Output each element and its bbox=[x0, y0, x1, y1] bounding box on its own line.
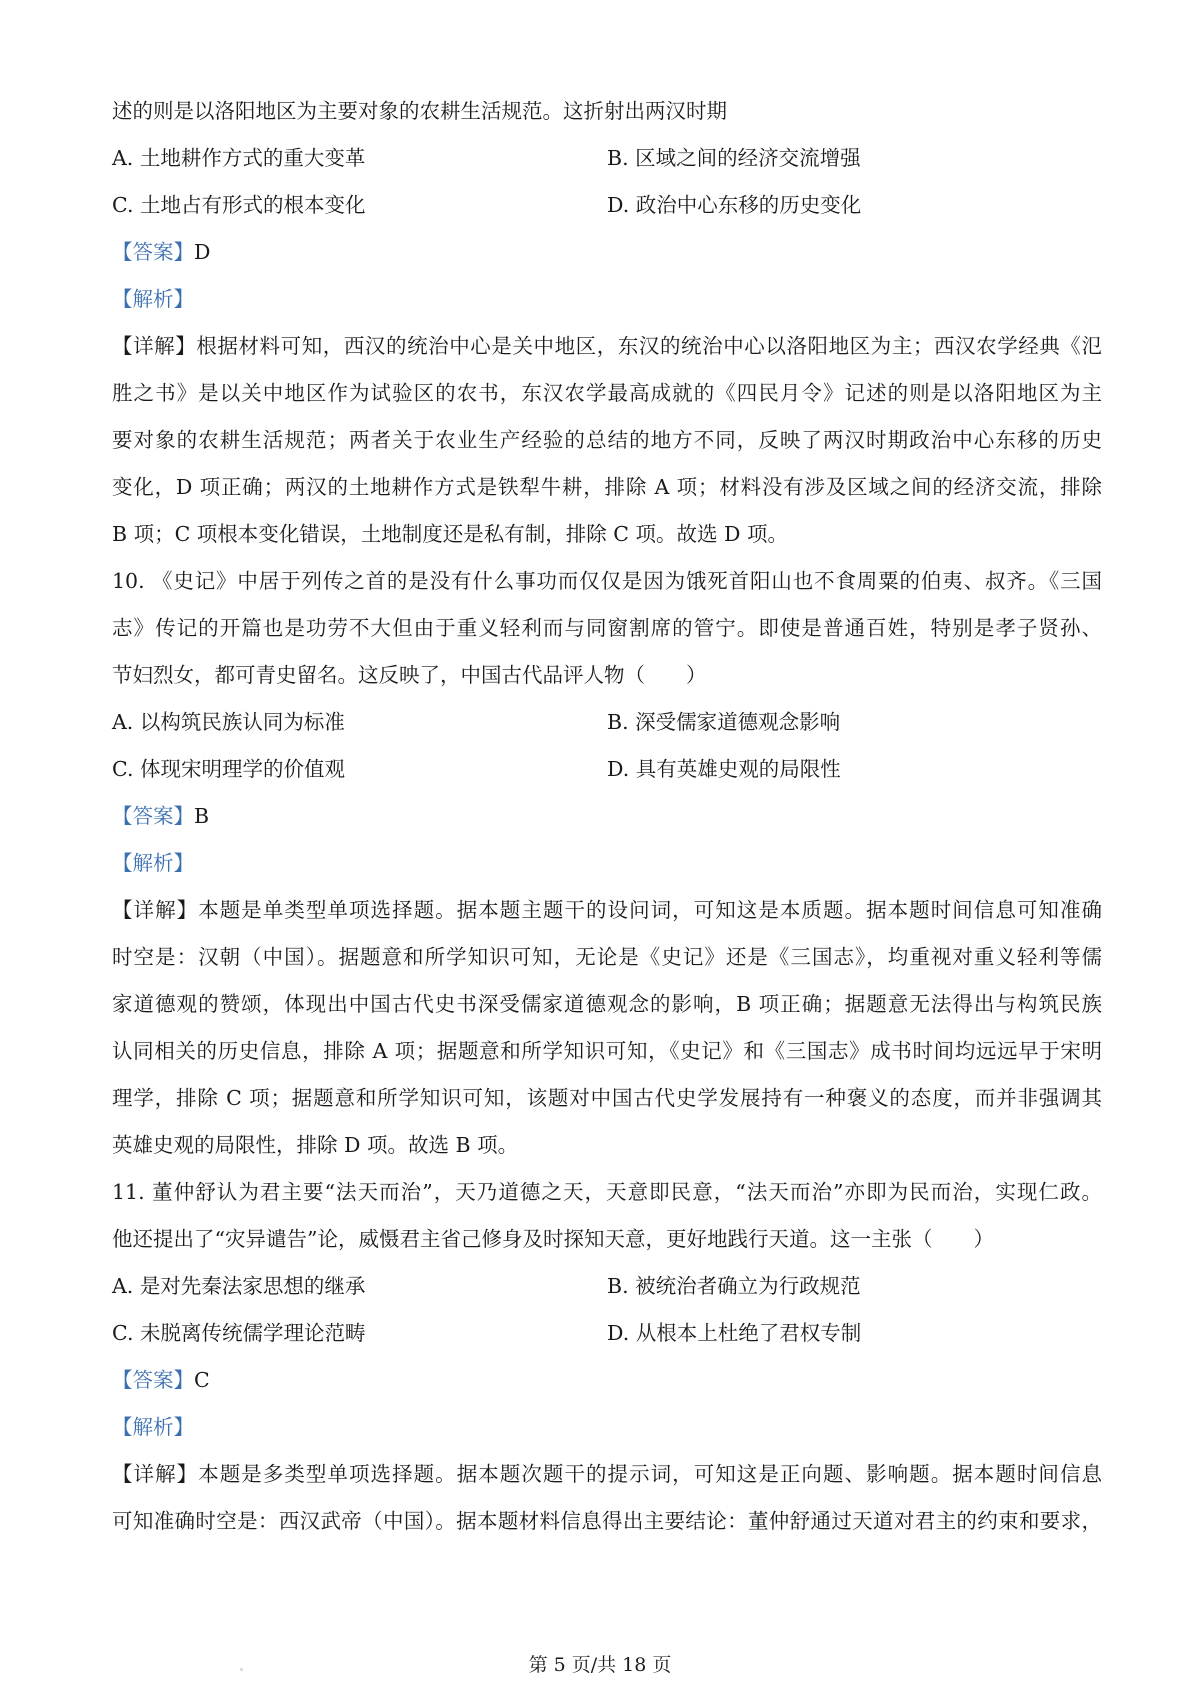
q10-stem-line-2: 志》传记的开篇也是功劳不大但由于重义轻利而与同窗割席的管宁。即使是普通百姓，特别是孝子贤孙、 bbox=[112, 616, 1102, 640]
q9-options-row-2 bbox=[112, 182, 1102, 229]
q11-detail-line-1 bbox=[112, 1451, 1102, 1498]
option-text: 区域之间的经济交流增强 bbox=[635, 146, 861, 170]
q11-options-row-2 bbox=[112, 1310, 1102, 1357]
analysis-tag: 【解析】 bbox=[112, 287, 194, 311]
q10-analysis-heading bbox=[112, 840, 1102, 887]
q9-detail-line-2: 胜之书》是以关中地区作为试验区的农书，东汉农学最高成就的《四民月令》记述的则是以洛阳地区为主 bbox=[112, 381, 1102, 405]
option-letter: A. bbox=[112, 710, 134, 734]
answer-tag: 【答案】 bbox=[112, 1368, 194, 1392]
option-letter: D. bbox=[607, 1321, 630, 1345]
q10-option-b bbox=[607, 699, 1102, 746]
q10-stem-line-1: 10. 《史记》中居于列传之首的是没有什么事功而仅仅是因为饿死首阳山也不食周粟的伯夷、叔齐。《三国 bbox=[112, 569, 1102, 593]
q10-stem-line-3: 节妇烈女，都可青史留名。这反映了，中国古代品评人物（ ） bbox=[112, 663, 707, 687]
analysis-tag: 【解析】 bbox=[112, 1415, 194, 1439]
detail-text: 根据材料可知，西汉的统治中心是关中地区，东汉的统治中心以洛阳地区为主；西汉农学经典《氾 bbox=[196, 334, 1102, 358]
q11-option-a bbox=[112, 1263, 607, 1310]
q10-detail-line-2: 时空是：汉朝（中国）。据题意和所学知识可知，无论是《史记》还是《三国志》，均重视对重义轻利等儒 bbox=[112, 945, 1102, 969]
option-letter: B. bbox=[607, 146, 629, 170]
option-text: 具有英雄史观的局限性 bbox=[635, 757, 841, 781]
q11-stem-line-2: 他还提出了“灾异谴告”论，威慑君主省己修身及时探知天意，更好地践行天道。这一主张（ ） bbox=[112, 1227, 994, 1251]
option-text: 土地占有形式的根本变化 bbox=[140, 193, 366, 217]
option-text: 被统治者确立为行政规范 bbox=[635, 1274, 861, 1298]
q10-detail-line-1 bbox=[112, 887, 1102, 934]
option-letter: B. bbox=[607, 1274, 629, 1298]
option-letter: C. bbox=[112, 757, 134, 781]
option-text: 从根本上杜绝了君权专制 bbox=[635, 1321, 862, 1345]
option-letter: D. bbox=[607, 757, 630, 781]
answer-tag: 【答案】 bbox=[112, 240, 194, 264]
q9-option-b bbox=[607, 135, 1102, 182]
option-letter: C. bbox=[112, 1321, 134, 1345]
detail-text: 本题是多类型单项选择题。据本题次题干的提示词，可知这是正向题、影响题。据本题时间信息 bbox=[198, 1462, 1102, 1486]
q9-option-d bbox=[607, 182, 1102, 229]
analysis-tag: 【解析】 bbox=[112, 851, 194, 875]
option-text: 政治中心东移的历史变化 bbox=[635, 193, 862, 217]
option-letter: A. bbox=[112, 1274, 134, 1298]
option-text: 体现宋明理学的价值观 bbox=[140, 757, 346, 781]
q10-detail-line-4: 认同相关的历史信息，排除 A 项；据题意和所学知识可知，《史记》和《三国志》成书时间均远远早于宋明 bbox=[112, 1039, 1102, 1063]
answer-value: D bbox=[194, 240, 211, 264]
answer-value: B bbox=[194, 804, 210, 828]
q11-option-c bbox=[112, 1310, 607, 1357]
q9-detail-line-1 bbox=[112, 323, 1102, 370]
q9-options-row-1 bbox=[112, 135, 1102, 182]
detail-tag: 【详解】 bbox=[112, 898, 199, 922]
q11-detail-line-2: 可知准确时空是：西汉武帝（中国）。据本题材料信息得出主要结论：董仲舒通过天道对君主的约束和要求， bbox=[112, 1509, 1102, 1533]
q10-detail-line-5: 理学，排除 C 项；据题意和所学知识可知，该题对中国古代史学发展持有一种褒义的态度，而并非强调其 bbox=[112, 1086, 1102, 1110]
q11-options-row-1 bbox=[112, 1263, 1102, 1310]
option-letter: B. bbox=[607, 710, 629, 734]
q10-option-a bbox=[112, 699, 607, 746]
q9-option-a bbox=[112, 135, 607, 182]
q10-options-row-2 bbox=[112, 746, 1102, 793]
option-text: 是对先秦法家思想的继承 bbox=[139, 1274, 366, 1298]
document-page bbox=[112, 88, 1102, 1545]
q11-stem-line-1: 11. 董仲舒认为君主要“法天而治”，天乃道德之天，天意即民意，“法天而治”亦即为民而治，实现仁政。 bbox=[112, 1180, 1102, 1204]
q9-detail-line-3: 要对象的农耕生活规范；两者关于农业生产经验的总结的地方不同，反映了两汉时期政治中心东移的历史 bbox=[112, 428, 1102, 452]
q9-detail-line-4: 变化，D 项正确；两汉的土地耕作方式是铁犁牛耕，排除 A 项；材料没有涉及区域之间的经济交流，排除 bbox=[112, 475, 1102, 499]
q10-option-c bbox=[112, 746, 607, 793]
option-letter: D. bbox=[607, 193, 630, 217]
answer-tag: 【答案】 bbox=[112, 804, 194, 828]
q10-answer bbox=[112, 793, 1102, 840]
option-text: 深受儒家道德观念影响 bbox=[635, 710, 841, 734]
page-footer: 第 5 页/共 18 页 bbox=[528, 1654, 672, 1676]
option-letter: C. bbox=[112, 193, 134, 217]
q10-options-row-1 bbox=[112, 699, 1102, 746]
detail-text: 本题是单类型单项选择题。据本题主题干的设问词，可知这是本质题。据本题时间信息可知准确 bbox=[198, 898, 1102, 922]
q10-detail-line-6: 英雄史观的局限性，排除 D 项。故选 B 项。 bbox=[112, 1133, 519, 1157]
q10-option-d bbox=[607, 746, 1102, 793]
q11-analysis-heading bbox=[112, 1404, 1102, 1451]
q9-answer bbox=[112, 229, 1102, 276]
q11-option-d bbox=[607, 1310, 1102, 1357]
q10-detail-line-3: 家道德观的赞颂，体现出中国古代史书深受儒家道德观念的影响，B 项正确；据题意无法得出与构筑民族 bbox=[112, 992, 1102, 1016]
q9-detail-line-5: B 项；C 项根本变化错误，土地制度还是私有制，排除 C 项。故选 D 项。 bbox=[112, 522, 788, 546]
option-text: 未脱离传统儒学理论范畴 bbox=[140, 1321, 366, 1345]
option-letter: A. bbox=[112, 146, 134, 170]
q9-analysis-heading bbox=[112, 276, 1102, 323]
q11-answer bbox=[112, 1357, 1102, 1404]
answer-value: C bbox=[194, 1368, 210, 1392]
detail-tag: 【详解】 bbox=[112, 334, 197, 358]
q11-option-b bbox=[607, 1263, 1102, 1310]
q9-stem-tail: 述的则是以洛阳地区为主要对象的农耕生活规范。这折射出两汉时期 bbox=[112, 99, 727, 123]
detail-tag: 【详解】 bbox=[112, 1462, 199, 1486]
q9-option-c bbox=[112, 182, 607, 229]
option-text: 土地耕作方式的重大变革 bbox=[139, 146, 366, 170]
option-text: 以构筑民族认同为标准 bbox=[139, 710, 345, 734]
